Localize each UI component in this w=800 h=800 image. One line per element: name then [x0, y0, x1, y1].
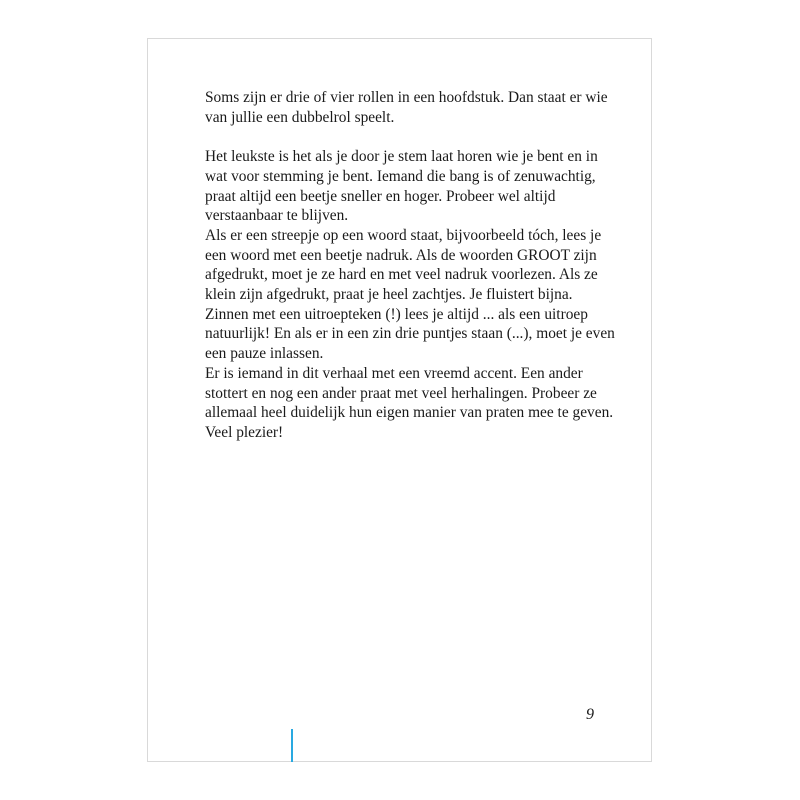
text-line: Zinnen met een uitroepteken (!) lees je altijd ... als een uitroep [205, 305, 588, 323]
text-line: een woord met een beetje nadruk. Als de woorden GROOT zijn [205, 246, 597, 264]
text-line: stottert en nog een ander praat met veel herhalingen. Probeer ze [205, 384, 597, 402]
paragraph-gap [205, 127, 615, 147]
text-line: verstaanbaar te blijven. [205, 207, 349, 225]
text-line: natuurlijk! En als er in een zin drie puntjes staan (...), moet je even [205, 325, 615, 343]
page-number: 9 [586, 706, 594, 723]
text-line: praat altijd een beetje sneller en hoger. Probeer wel altijd [205, 187, 556, 205]
text-line: afgedrukt, moet je ze hard en met veel nadruk voorlezen. Als ze [205, 266, 598, 284]
text-line: allemaal heel duidelijk hun eigen manier van praten mee te geven. [205, 404, 614, 422]
text-line: Als er een streepje op een woord staat, bijvoorbeeld tóch, lees je [205, 226, 602, 244]
text-line: Soms zijn er drie of vier rollen in een hoofdstuk. Dan staat er wie [205, 89, 608, 106]
accent-mark [291, 729, 293, 762]
text-line: een pauze inlassen. [205, 345, 324, 363]
text-line: klein zijn afgedrukt, praat je heel zachtjes. Je fluistert bijna. [205, 286, 573, 304]
text-line: Er is iemand in dit verhaal met een vreemd accent. Een ander [205, 364, 583, 382]
text-line: Veel plezier! [205, 423, 284, 441]
body-text [205, 88, 615, 443]
text-line: van jullie een dubbelrol speelt. [205, 108, 395, 126]
book-page [147, 38, 652, 762]
text-line: wat voor stemming je bent. Iemand die bang is of zenuwachtig, [205, 167, 596, 185]
text-line: Het leukste is het als je door je stem laat horen wie je bent en in [205, 148, 598, 166]
